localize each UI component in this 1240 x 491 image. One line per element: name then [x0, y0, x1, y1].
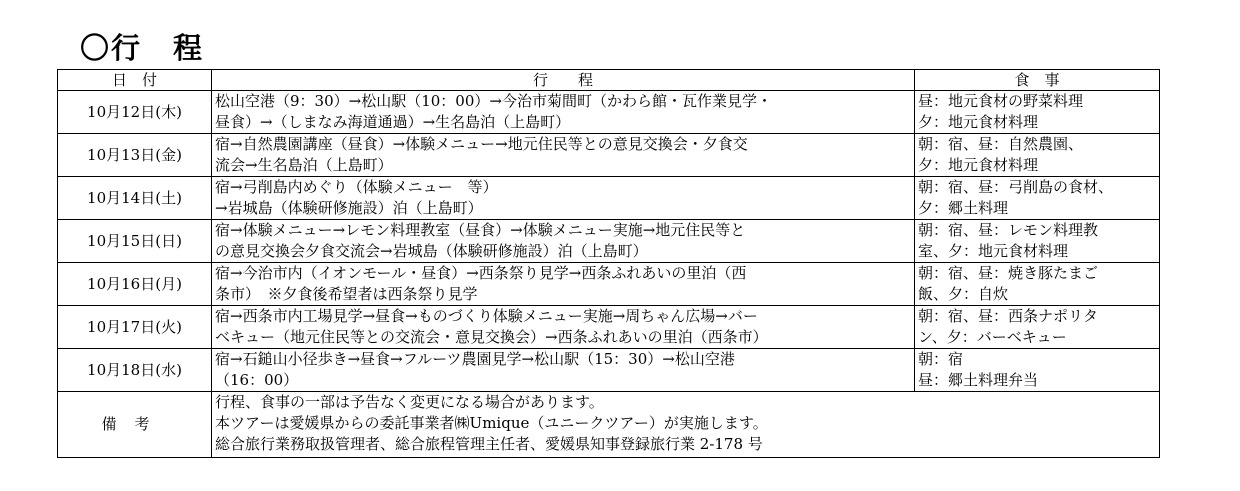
header-date: 日 付 [58, 70, 212, 91]
day-meals: 昼：地元食材の野菜料理 夕：地元食材料理 [915, 91, 1160, 134]
day-meals: 朝：宿 昼：郷土料理弁当 [915, 349, 1160, 392]
header-meals: 食 事 [915, 70, 1160, 91]
notes-label: 備考 [58, 392, 212, 458]
day-date: 10月15日(日) [58, 220, 212, 263]
day-meals: 朝：宿、昼：レモン料理教 室、夕：地元食材料理 [915, 220, 1160, 263]
table-row [58, 306, 1160, 349]
table-row [58, 177, 1160, 220]
day-itinerary: 宿→石鎚山小径歩き→昼食→フルーツ農園見学→松山駅（15：30）→松山空港 （16：00） [212, 349, 915, 392]
day-meals: 朝：宿、昼：自然農園、 夕：地元食材料理 [915, 134, 1160, 177]
day-date: 10月14日(土) [58, 177, 212, 220]
day-date: 10月16日(月) [58, 263, 212, 306]
itinerary-table [57, 69, 1160, 458]
header-itinerary: 行 程 [212, 70, 915, 91]
day-date: 10月17日(火) [58, 306, 212, 349]
table-header-row [58, 70, 1160, 91]
notes-row [58, 392, 1160, 458]
table-row [58, 134, 1160, 177]
day-itinerary: 宿→弓削島内めぐり（体験メニュー 等） →岩城島（体験研修施設）泊（上島町） [212, 177, 915, 220]
day-meals: 朝：宿、昼：西条ナポリタ ン、夕：バーベキュー [915, 306, 1160, 349]
day-itinerary: 宿→体験メニュー→レモン料理教室（昼食）→体験メニュー実施→地元住民等と の意見交換会夕食交流会→岩城島（体験研修施設）泊（上島町） [212, 220, 915, 263]
table-row [58, 263, 1160, 306]
day-date: 10月18日(水) [58, 349, 212, 392]
day-itinerary: 宿→自然農園講座（昼食）→体験メニュー→地元住民等との意見交換会・夕食交 流会→生名島泊（上島町） [212, 134, 915, 177]
day-itinerary: 松山空港（9：30）→松山駅（10：00）→今治市菊間町（かわら館・瓦作業見学・ 昼食）→（しまなみ海道通過）→生名島泊（上島町） [212, 91, 915, 134]
table-row [58, 220, 1160, 263]
notes-text: 行程、食事の一部は予告なく変更になる場合があります。 本ツアーは愛媛県からの委託事業者㈱Umique（ユニークツアー）が実施します。 総合旅行業務取扱管理者、総合旅程管理主任者、愛媛県知事登録旅行業 2-178 号 [212, 392, 1160, 458]
day-date: 10月12日(木) [58, 91, 212, 134]
table-row [58, 349, 1160, 392]
day-date: 10月13日(金) [58, 134, 212, 177]
day-itinerary: 宿→今治市内（イオンモール・昼食）→西条祭り見学→西条ふれあいの里泊（西 条市） ※夕食後希望者は西条祭り見学 [212, 263, 915, 306]
day-meals: 朝：宿、昼：焼き豚たまご 飯、夕：自炊 [915, 263, 1160, 306]
page-title: 〇行 程 [80, 31, 205, 65]
day-itinerary: 宿→西条市内工場見学→昼食→ものづくり体験メニュー実施→周ちゃん広場→バー ベキュー（地元住民等との交流会・意見交換会）→西条ふれあいの里泊（西条市） [212, 306, 915, 349]
day-meals: 朝：宿、昼：弓削島の食材、 夕：郷土料理 [915, 177, 1160, 220]
table-row [58, 91, 1160, 134]
